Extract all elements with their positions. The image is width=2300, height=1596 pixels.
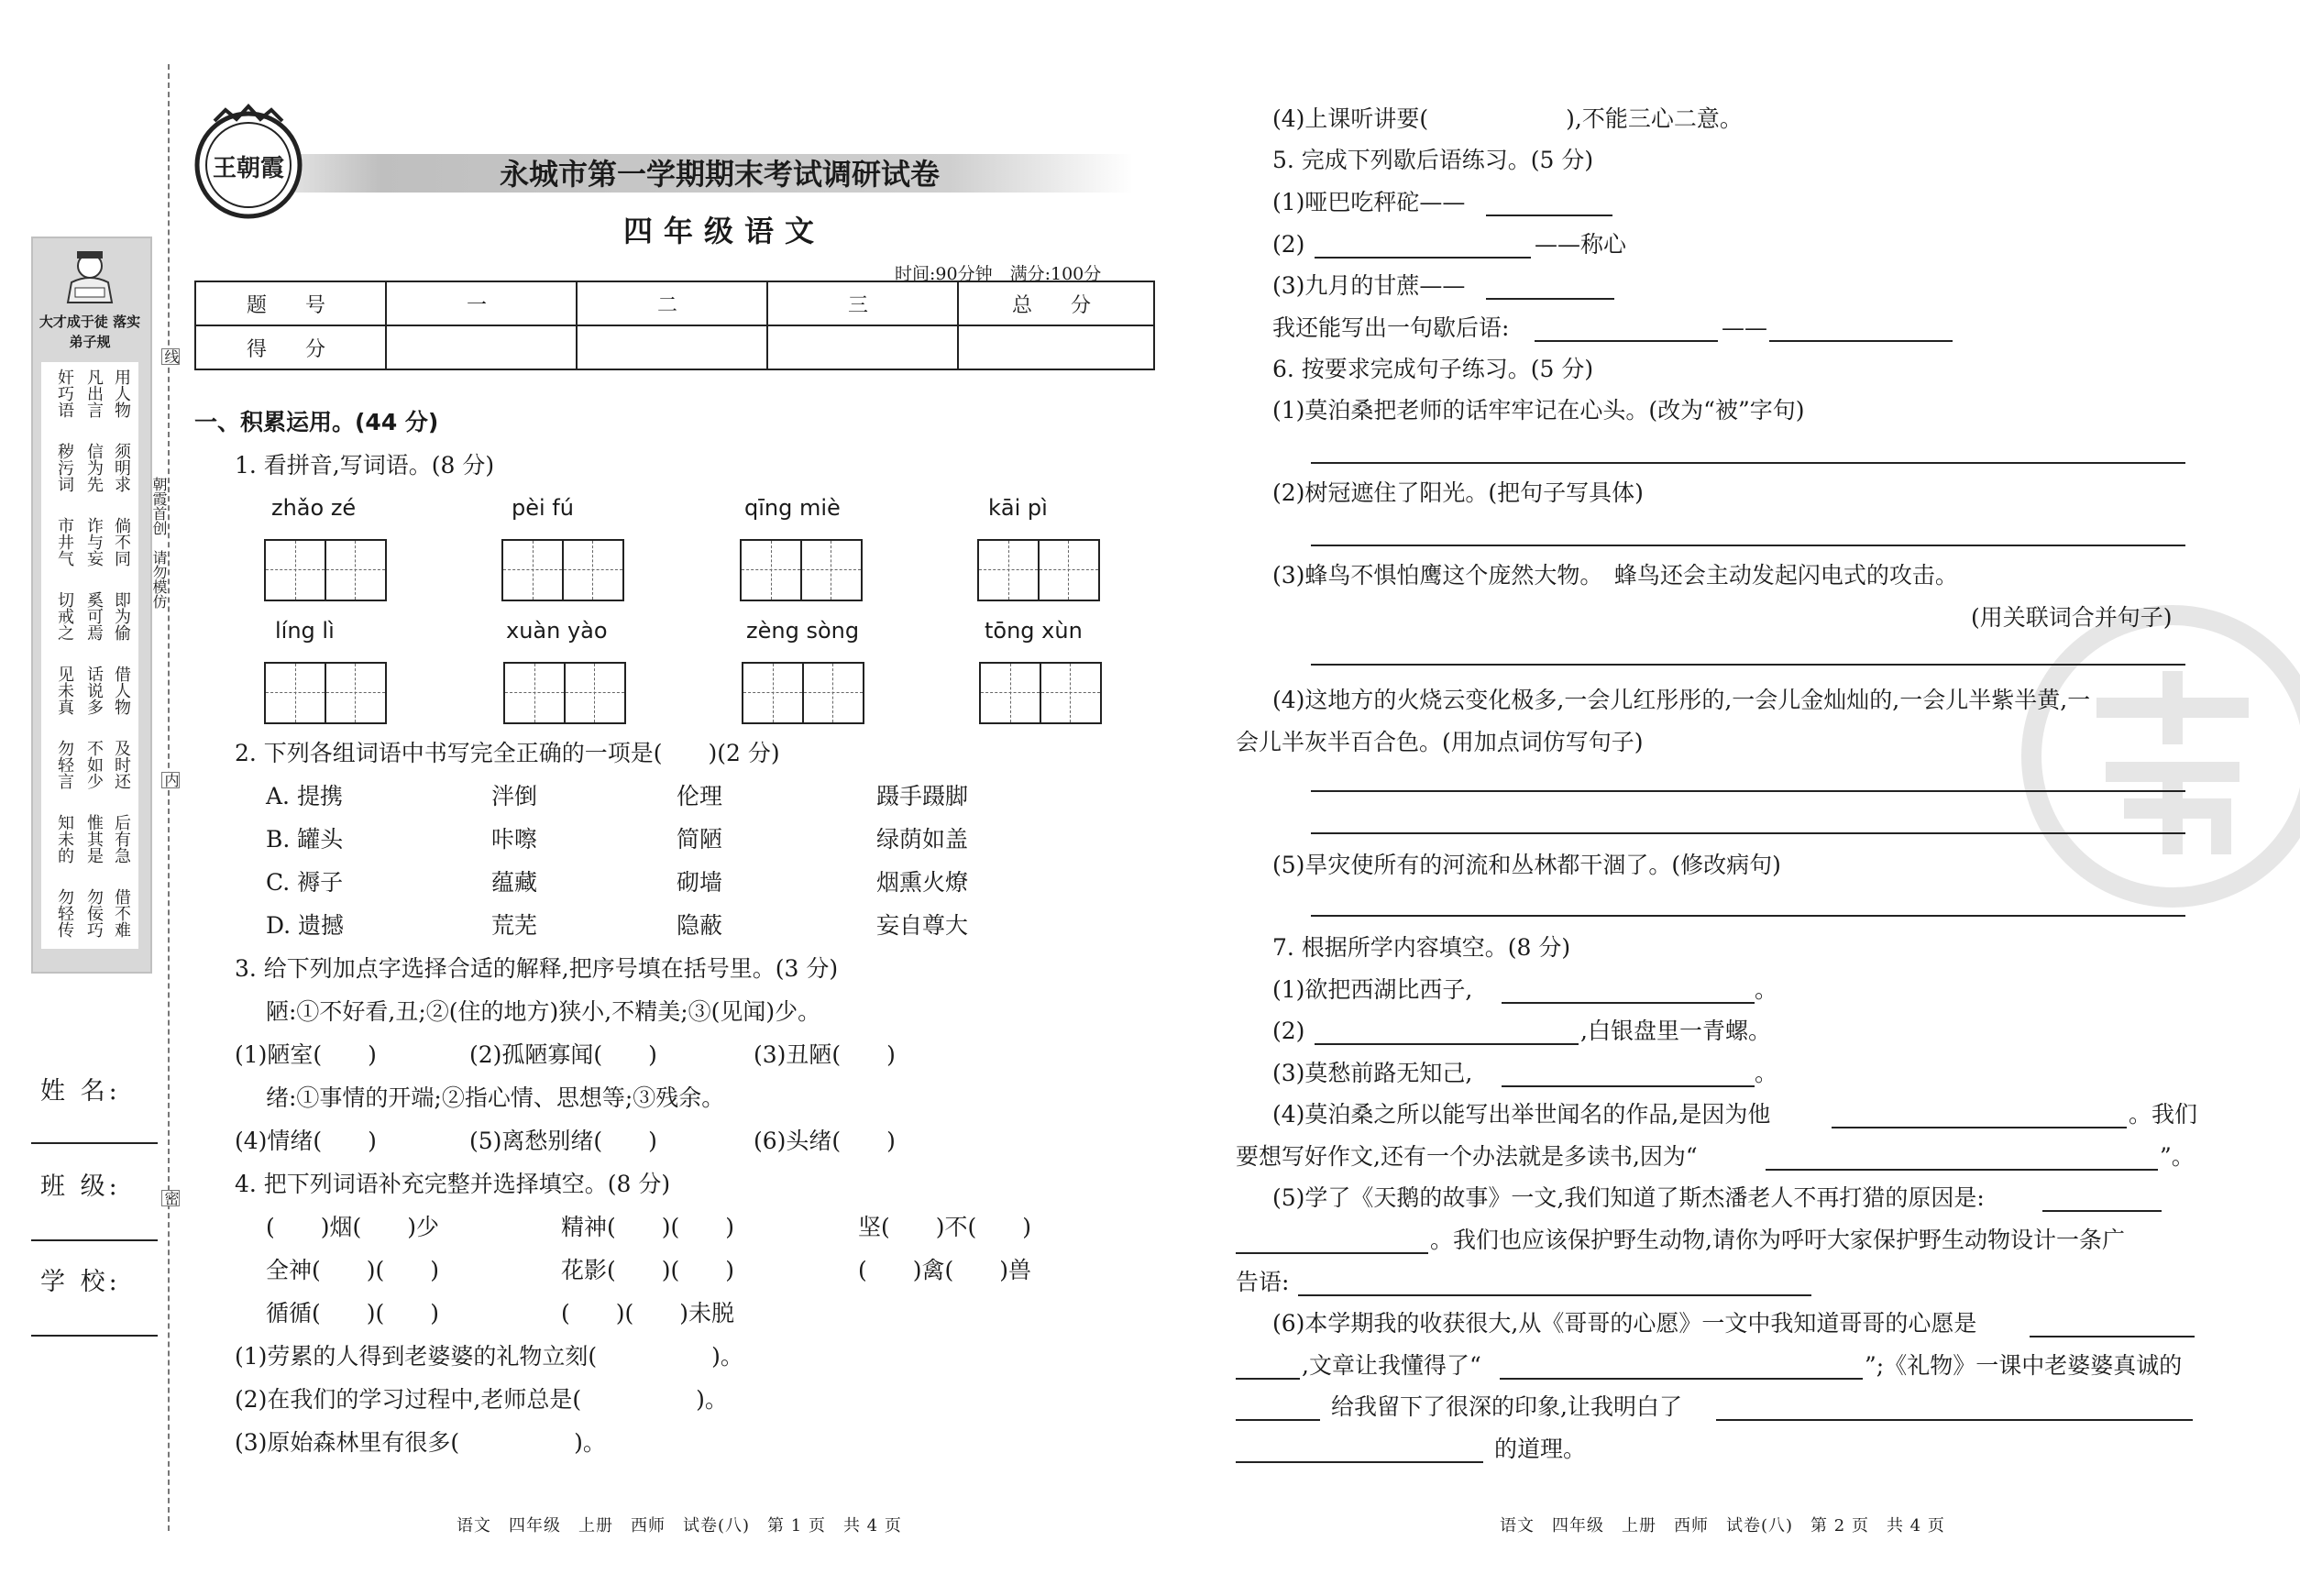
score-header-cell: 题 号 — [195, 281, 386, 325]
q7-period: 。 — [1755, 1060, 1778, 1086]
q2-word: 咔嚓 — [491, 826, 538, 853]
q7-item: 给我留下了很深的印象,让我明白了 — [1331, 1393, 1682, 1420]
motto-col: 见未真 — [55, 666, 74, 715]
q7-period: 。 — [1755, 976, 1778, 1003]
answer-line[interactable] — [1311, 664, 2185, 666]
publisher-logo — [189, 103, 308, 222]
q4-blank[interactable]: 坚( )不( ) — [858, 1214, 1032, 1240]
motto-col: 不如少 — [84, 740, 104, 789]
motto-col: 倘不同 — [112, 517, 131, 567]
motto-col: 话说多 — [84, 666, 104, 715]
q7-item: ”;《礼物》一课中老婆婆真诚的 — [1865, 1352, 2183, 1379]
motto-col: 须明求 — [112, 443, 131, 492]
q2-word: 简陋 — [677, 826, 723, 853]
answer-line[interactable] — [1832, 1127, 2127, 1128]
confidential-stamp-icon — [2021, 605, 2300, 908]
q6-item: (3)蜂鸟不惧怕鹰这个庞然大物。 蜂鸟还会主动发起闪电式的攻击。 — [1272, 562, 1958, 589]
q2-word: 烟熏火燎 — [876, 869, 969, 896]
motto-col: 后有急 — [112, 814, 131, 864]
pinyin-label: qīng miè — [744, 495, 841, 521]
time-info: 时间:90分钟 满分:100分 — [895, 264, 1102, 284]
score-header-cell: 一 — [386, 281, 577, 325]
svg-text:王朝霞: 王朝霞 — [212, 155, 285, 182]
answer-line[interactable] — [1236, 1378, 1300, 1380]
q4-sentence[interactable]: (1)劳累的人得到老婆婆的礼物立刻( )。 — [235, 1343, 743, 1370]
q7-item: (5)学了《天鹅的故事》一文,我们知道了斯杰潘老人不再打猎的原因是: — [1272, 1184, 1985, 1211]
scholar-illustration — [53, 246, 127, 310]
q7-item: 。我们 — [2129, 1101, 2198, 1128]
q6-item: (1)莫泊桑把老师的话牢牢记在心头。(改为“被”字句) — [1272, 397, 1805, 424]
writing-grid[interactable] — [977, 539, 1100, 601]
motto-col: 勿轻传 — [55, 888, 74, 938]
q3-item: (6)头绪( ) — [754, 1128, 896, 1154]
q7-item: (3)莫愁前路无知己, — [1272, 1060, 1473, 1086]
q7-item: 要想写好作文,还有一个办法就是多读书,因为“ — [1236, 1143, 1698, 1170]
q6-item: (2)树冠遮住了阳光。(把句子写具体) — [1272, 479, 1644, 506]
q7-item: ”。 — [2160, 1143, 2195, 1170]
q4-blank[interactable]: ( )( )未脱 — [561, 1300, 735, 1326]
q7-item: ,白银盘里一青螺。 — [1580, 1018, 1771, 1044]
motto-col: 惟其是 — [84, 814, 104, 864]
answer-line[interactable] — [1311, 915, 2185, 917]
q6-item: (4)这地方的火烧云变化极多,一会儿红彤彤的,一会儿金灿灿的,一会儿半紫半黄,一 — [1272, 687, 2091, 713]
answer-line[interactable] — [1311, 790, 2185, 792]
q3-xu-definitions: 绪:①事情的开端;②指心情、思想等;③残余。 — [266, 1084, 725, 1111]
subject-title: 四年级语文 — [623, 214, 826, 248]
q2-word: 砌墙 — [677, 869, 723, 896]
q4-sentence[interactable]: (3)原始森林里有很多( )。 — [235, 1429, 606, 1456]
motto-col: 切戒之 — [55, 591, 74, 641]
q3-item: (2)孤陋寡闻( ) — [469, 1041, 657, 1068]
score-cell[interactable] — [386, 325, 577, 369]
writing-grid[interactable] — [264, 662, 387, 724]
score-cell[interactable] — [577, 325, 767, 369]
q3-item: (1)陋室( ) — [235, 1041, 377, 1068]
answer-line[interactable] — [1236, 1419, 1320, 1421]
binding-mark-mi: 密 — [162, 1191, 180, 1205]
q4-blank[interactable]: ( )禽( )兽 — [858, 1257, 1032, 1283]
binding-mark-nei: 内 — [162, 773, 180, 787]
q7-item: (6)本学期我的收获很大,从《哥哥的心愿》一文中我知道哥哥的心愿是 — [1272, 1310, 1977, 1337]
score-cell[interactable] — [767, 325, 958, 369]
q6-item: (5)旱灾使所有的河流和丛林都干涸了。(修改病句) — [1272, 852, 1781, 878]
q7-item: (2) — [1272, 1018, 1305, 1044]
page1-footer: 语文 四年级 上册 西师 试卷(八) 第 1 页 共 4 页 — [457, 1516, 902, 1535]
score-header-cell: 三 — [767, 281, 958, 325]
answer-line[interactable] — [1236, 1461, 1483, 1463]
q5-prompt: 5. 完成下列歇后语练习。(5 分) — [1272, 147, 1594, 173]
writing-grid[interactable] — [742, 662, 864, 724]
q7-item: 告语: — [1236, 1269, 1290, 1295]
writing-grid[interactable] — [264, 539, 387, 601]
q4-blank[interactable]: 花影( )( ) — [561, 1257, 735, 1283]
q2-word: 泮倒 — [491, 783, 538, 809]
answer-line[interactable] — [1486, 215, 1612, 216]
q5-dash: —— — [1722, 314, 1767, 341]
class-field[interactable] — [31, 1239, 158, 1241]
motto-col: 诈与妄 — [84, 517, 104, 567]
q2-option-b: B. 罐头 — [266, 826, 344, 853]
school-label: 学 校: — [40, 1268, 121, 1296]
class-label: 班 级: — [40, 1172, 121, 1201]
pinyin-label: tōng xùn — [985, 618, 1083, 644]
answer-line[interactable] — [1500, 1378, 1863, 1380]
q2-word: 绿荫如盖 — [876, 826, 969, 853]
q2-word: 荒芜 — [491, 912, 538, 939]
page2-footer: 语文 四年级 上册 西师 试卷(八) 第 2 页 共 4 页 — [1500, 1516, 1945, 1535]
q6-item-cont: 会儿半灰半百合色。(用加点词仿写句子) — [1236, 729, 1644, 755]
pinyin-label: zèng sòng — [746, 618, 860, 644]
score-table-score-row — [195, 325, 1154, 369]
motto-col: 秽污词 — [55, 443, 74, 492]
q6-prompt: 6. 按要求完成句子练习。(5 分) — [1272, 356, 1594, 382]
motto-col: 知未的 — [55, 814, 74, 864]
score-header-cell: 二 — [577, 281, 767, 325]
q5-own: 我还能写出一句歇后语: — [1272, 314, 1510, 341]
motto-col: 勿轻言 — [55, 740, 74, 789]
answer-line[interactable] — [1311, 545, 2185, 546]
pinyin-label: líng lì — [275, 618, 335, 644]
answer-line[interactable] — [1236, 1252, 1428, 1254]
q2-word: 蕴藏 — [491, 869, 538, 896]
school-field[interactable] — [31, 1335, 158, 1337]
name-field[interactable] — [31, 1142, 158, 1144]
exam-title: 永城市第一学期期末考试调研试卷 — [500, 157, 941, 192]
pinyin-label: zhǎo zé — [271, 495, 357, 521]
answer-line[interactable] — [1311, 832, 2185, 834]
q7-item: ,文章让我懂得了“ — [1302, 1352, 1481, 1379]
motto-col: 奸巧语 — [55, 369, 74, 418]
score-table-header-row — [195, 281, 1154, 325]
binding-dashed-line — [168, 64, 170, 1531]
writing-grid[interactable] — [740, 539, 863, 601]
answer-line[interactable] — [1311, 462, 2185, 464]
answer-line[interactable] — [1315, 1043, 1579, 1045]
pinyin-label: pèi fú — [512, 495, 574, 521]
q2-option-a: A. 提携 — [266, 783, 343, 809]
answer-line[interactable] — [1502, 1002, 1755, 1004]
motto-top: 大才成于徒 落实弟子规 — [39, 314, 141, 350]
q7-prompt: 7. 根据所学内容填空。(8 分) — [1272, 934, 1571, 961]
score-table — [194, 281, 1155, 370]
pinyin-label: kāi pì — [988, 495, 1048, 521]
answer-line[interactable] — [1535, 340, 1718, 342]
answer-line[interactable] — [1502, 1085, 1755, 1087]
motto-col: 信为先 — [84, 443, 104, 492]
q3-item: (3)丑陋( ) — [754, 1041, 896, 1068]
q4-blank[interactable]: 循循( )( ) — [266, 1300, 440, 1326]
motto-col: 勿佞巧 — [84, 888, 104, 938]
writing-grid[interactable] — [503, 662, 626, 724]
answer-line[interactable] — [1766, 1169, 2158, 1171]
score-header-cell: 总 分 — [958, 281, 1154, 325]
q5-item: (3)九月的甘蔗—— — [1272, 272, 1466, 299]
motto-col: 用人物 — [112, 369, 131, 418]
q7-item: (4)莫泊桑之所以能写出举世闻名的作品,是因为他 — [1272, 1101, 1771, 1128]
q7-item: (1)欲把西湖比西子, — [1272, 976, 1473, 1003]
motto-col: 即为偷 — [112, 591, 131, 641]
copyright-note: 朝霞首创 请勿模仿 — [150, 477, 168, 609]
writing-grid[interactable] — [501, 539, 624, 601]
answer-line[interactable] — [1298, 1294, 1811, 1296]
q5-item: (2) — [1272, 231, 1305, 258]
motto-col: 借人物 — [112, 666, 131, 715]
score-cell[interactable] — [958, 325, 1154, 369]
q2-word: 隐蔽 — [677, 912, 723, 939]
motto-col: 凡出言 — [84, 369, 104, 418]
q5-item: (1)哑巴吃秤砣—— — [1272, 189, 1466, 215]
motto-col: 市井气 — [55, 517, 74, 567]
q4-sentence[interactable]: (2)在我们的学习过程中,老师总是( )。 — [235, 1386, 728, 1413]
section1-heading: 一、积累运用。(44 分) — [194, 409, 439, 435]
q6-note: (用关联词合并句子) — [1971, 604, 2173, 631]
q3-item: (5)离愁别绪( ) — [469, 1128, 657, 1154]
answer-line[interactable] — [2042, 1210, 2162, 1212]
writing-grid[interactable] — [979, 662, 1102, 724]
q4-blank[interactable]: 精神( )( ) — [561, 1214, 735, 1240]
answer-line[interactable] — [2030, 1336, 2195, 1337]
q4-sentence[interactable]: (4)上课听讲要( ),不能三心二意。 — [1272, 105, 1743, 132]
q4-blank[interactable]: 全神( )( ) — [266, 1257, 440, 1283]
q1-prompt: 1. 看拼音,写词语。(8 分) — [235, 452, 495, 479]
motto-col: 奚可焉 — [84, 591, 104, 641]
q2-prompt: 2. 下列各组词语中书写完全正确的一项是( )(2 分) — [235, 740, 780, 766]
answer-line[interactable] — [1486, 298, 1614, 300]
answer-line[interactable] — [1315, 257, 1531, 259]
q7-item: 。我们也应该保护野生动物,请你为呼吁大家保护野生动物设计一条广 — [1430, 1227, 2125, 1253]
q2-option-d: D. 遗撼 — [266, 912, 345, 939]
answer-line[interactable] — [1716, 1419, 2193, 1421]
name-label: 姓 名: — [40, 1077, 121, 1106]
q3-lou-definitions: 陋:①不好看,丑;②(住的地方)狭小,不精美;③(见闻)少。 — [266, 998, 821, 1025]
q4-blank[interactable]: ( )烟( )少 — [266, 1214, 440, 1240]
motto-col: 借不难 — [112, 888, 131, 938]
q3-item: (4)情绪( ) — [235, 1128, 377, 1154]
motto-col: 及时还 — [112, 740, 131, 789]
answer-line[interactable] — [1769, 340, 1953, 342]
q2-word: 蹑手蹑脚 — [876, 783, 969, 809]
score-row-label: 得 分 — [195, 325, 386, 369]
q2-word: 妄自尊大 — [876, 912, 969, 939]
q5-item: ——称心 — [1535, 231, 1627, 258]
q4-prompt: 4. 把下列词语补充完整并选择填空。(8 分) — [235, 1171, 671, 1197]
binding-mark-xian: 线 — [162, 349, 180, 364]
pinyin-label: xuàn yào — [506, 618, 608, 644]
q2-word: 伦理 — [677, 783, 723, 809]
q2-option-c: C. 褥子 — [266, 869, 344, 896]
q7-item: 的道理。 — [1494, 1436, 1587, 1462]
q3-prompt: 3. 给下列加点字选择合适的解释,把序号填在括号里。(3 分) — [235, 955, 839, 982]
